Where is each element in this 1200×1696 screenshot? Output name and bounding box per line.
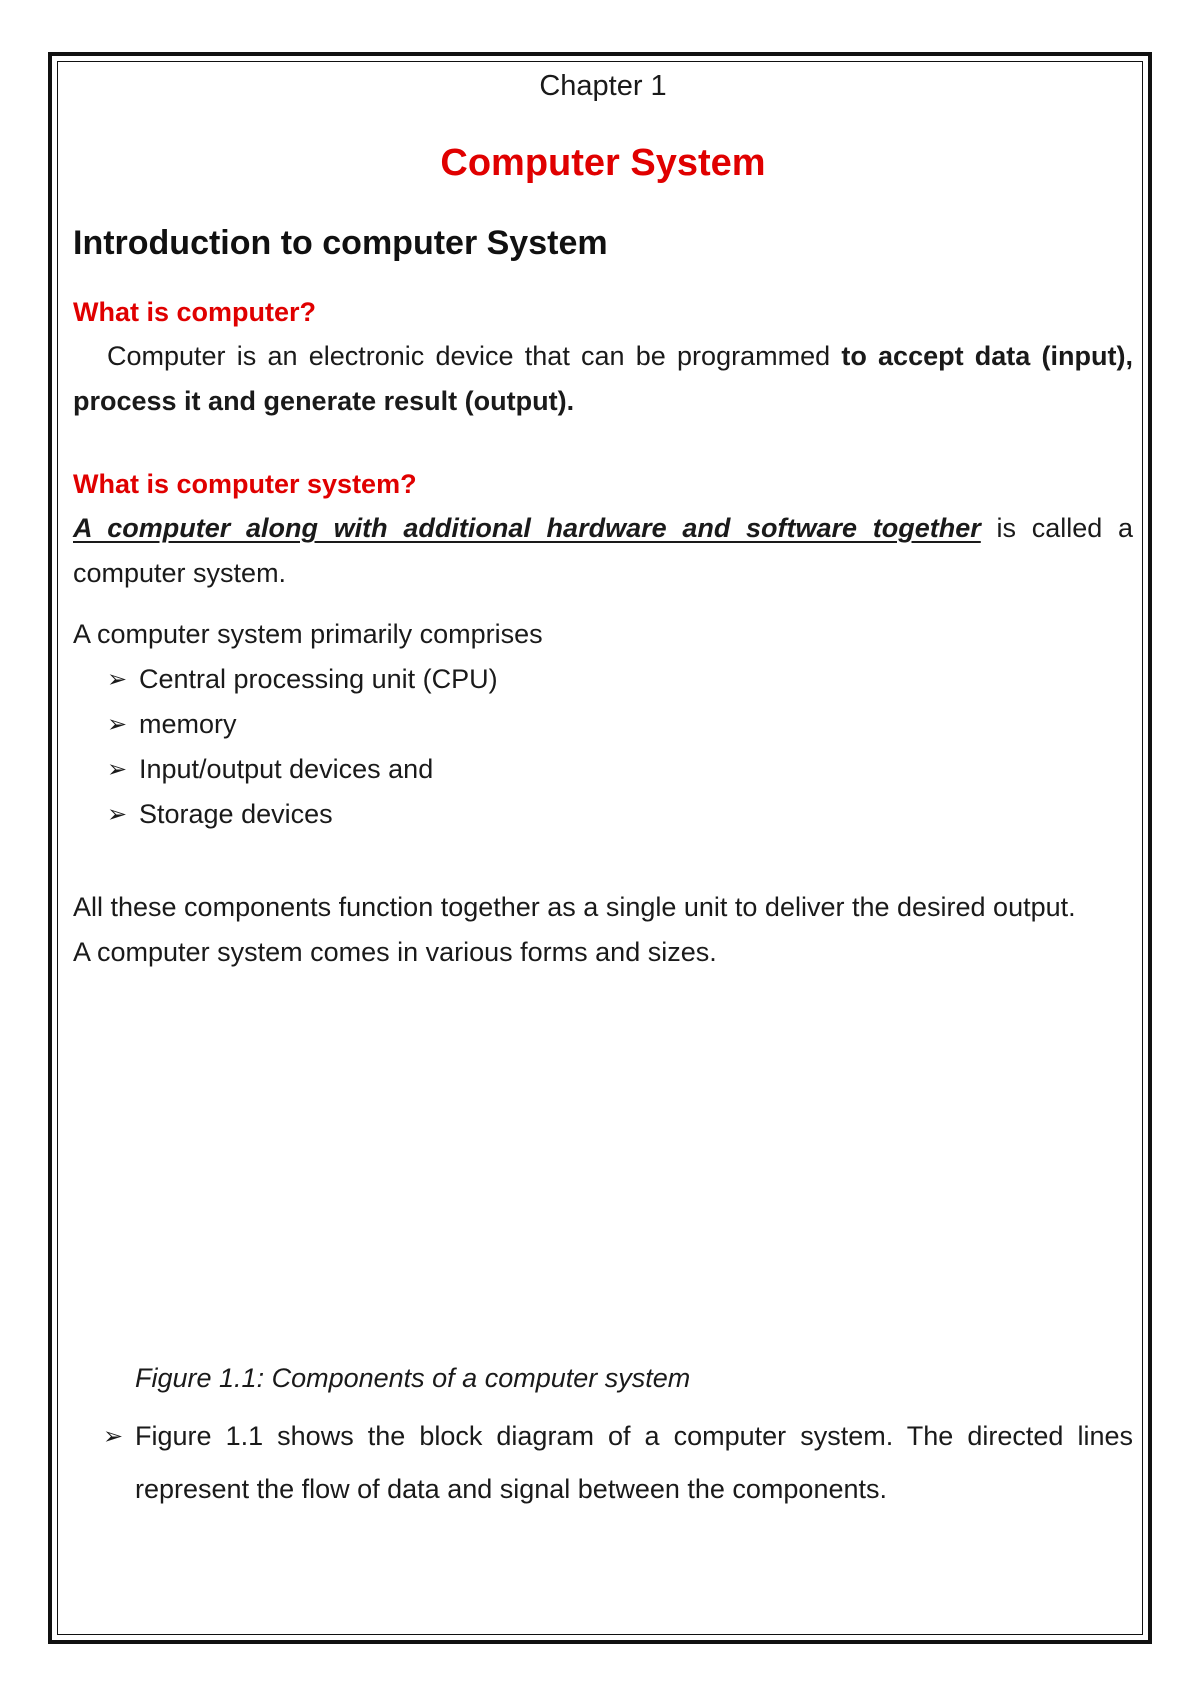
comprises-intro: A computer system primarily comprises <box>73 619 543 649</box>
summary-paragraph: All these components function together as a single unit to deliver the desired output. <box>73 892 1076 922</box>
list-item: ➢ memory <box>107 702 1133 747</box>
definition-emphasis: A computer along with additional hardware and software together <box>73 513 981 543</box>
section-heading: Introduction to computer System <box>73 224 608 262</box>
figure-caption: Figure 1.1: Components of a computer system <box>135 1363 691 1393</box>
component-list <box>73 657 1133 837</box>
arrowhead-bullet-icon: ➢ <box>107 756 128 783</box>
arrowhead-bullet-icon: ➢ <box>107 801 128 828</box>
chapter-label: Chapter 1 <box>539 70 667 102</box>
arrowhead-bullet-icon: ➢ <box>107 666 128 693</box>
list-item: ➢ Central processing unit (CPU) <box>107 657 1133 702</box>
arrowhead-bullet-icon: ➢ <box>103 1423 124 1450</box>
summary-forms-sizes: A computer system comes in various forms and sizes. <box>73 937 717 967</box>
arrowhead-bullet-icon: ➢ <box>107 711 128 738</box>
computer-system-definition <box>73 506 1133 596</box>
document-body <box>73 60 1133 975</box>
figure-note <box>103 1410 1133 1516</box>
question-what-is-computer: What is computer? <box>73 297 317 327</box>
question-what-is-computer-system: What is computer system? <box>73 469 417 499</box>
definition-plain-text: Computer is an electronic device that can be programmed <box>107 341 842 371</box>
figure-note-text: Figure 1.1 shows the block diagram of a computer system. The directed lines represent the flow of data and signal between the components. <box>135 1421 1133 1504</box>
document-title: Computer System <box>440 142 766 184</box>
definition-rest: is called a computer system. <box>73 513 1133 588</box>
definition-bold-text: to accept data (input), process it and generate result (output). <box>73 341 1133 416</box>
list-item: ➢ Input/output devices and <box>107 747 1133 792</box>
computer-definition <box>73 334 1133 424</box>
list-item: ➢ Storage devices <box>107 792 1133 837</box>
